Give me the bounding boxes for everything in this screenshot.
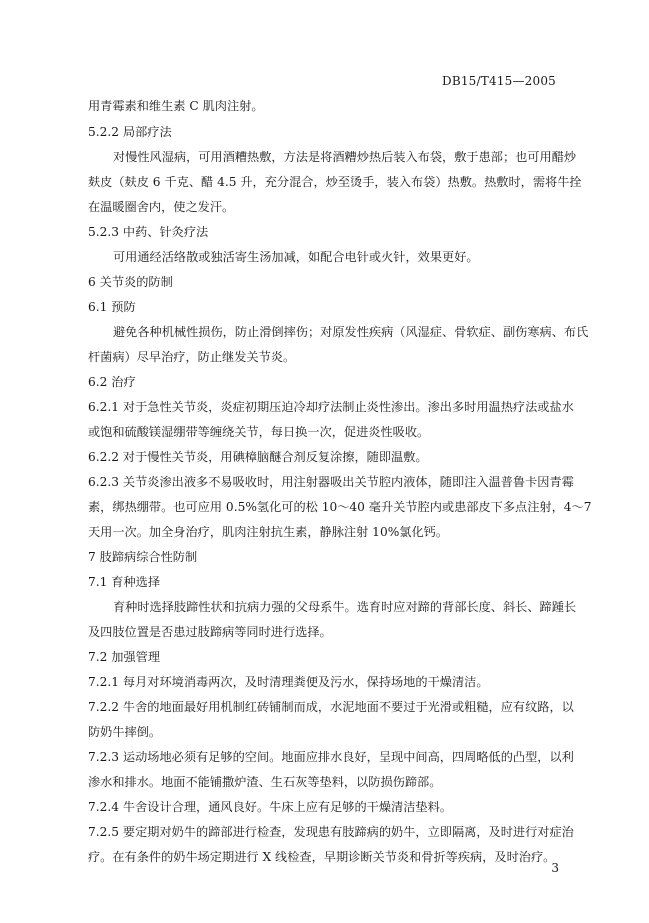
text-line: 素，绑热绷带。也可应用 0.5%氢化可的松 10～40 毫升关节腔内或患部皮下多点注射，4～7	[88, 500, 592, 514]
text-line: 渗水和排水。地面不能铺撒炉渣、生石灰等垫料，以防损伤蹄部。	[88, 775, 442, 789]
text-line: 或饱和硫酸镁湿绷带等缠绕关节，每日换一次，促进炎性吸收。	[88, 425, 430, 439]
text-line: 用青霉素和维生素 C 肌肉注射。	[88, 99, 264, 113]
standard-code: DB15/T415—2005	[442, 74, 556, 88]
text-line: 育种时选择肢蹄性状和抗病力强的父母系牛。选育时应对蹄的背部长度、斜长、蹄踵长	[113, 600, 577, 614]
text-line: 6.2.2 对于慢性关节炎，用碘樟脑醚合剂反复涂擦，随即温敷。	[88, 450, 428, 464]
text-line: 7.2.3 运动场地必须有足够的空间。地面应排水良好，呈现中间高，四周略低的凸型，以利	[88, 750, 574, 764]
text-line: 及四肢位置是否患过肢蹄病等同时进行选择。	[88, 625, 332, 639]
text-line: 可用通经活络散或独活寄生汤加减，如配合电针或火针，效果更好。	[113, 250, 479, 264]
text-line: 7.2.1 每月对环境消毒两次，及时清理粪便及污水，保持场地的干燥清洁。	[88, 675, 489, 689]
chapter-heading: 6 关节炎的防制	[88, 275, 173, 289]
text-line: 天用一次。加全身治疗，肌肉注射抗生素，静脉注射 10%氯化钙。	[88, 525, 449, 539]
text-line: 6.2.3 关节炎渗出液多不易吸收时，用注射器吸出关节腔内液体，随即注入温普鲁卡因青霉	[88, 475, 574, 489]
section-heading: 5.2.3 中药、针灸疗法	[88, 225, 209, 239]
section-heading: 6.2 治疗	[88, 375, 136, 389]
section-heading: 6.1 预防	[88, 300, 136, 314]
text-line: 防奶牛摔倒。	[88, 725, 162, 739]
text-line: 麸皮（麸皮 6 千克、醋 4.5 升，充分混合，炒至烫手，装入布袋）热敷。热敷时，需将牛拴	[88, 175, 582, 189]
section-heading: 7.2 加强管理	[88, 650, 161, 664]
text-line: 6.2.1 对于急性关节炎，炎症初期压迫冷却疗法制止炎性渗出。渗出多时用温热疗法或盐水	[88, 400, 574, 414]
text-line: 避免各种机械性损伤，防止滑倒摔伤；对原发性疾病（风湿症、骨软症、副伤寒病、布氏	[113, 325, 589, 339]
section-heading: 5.2.2 局部疗法	[88, 125, 172, 139]
text-line: 7.2.4 牛舍设计合理，通风良好。牛床上应有足够的干燥清洁垫料。	[88, 800, 452, 814]
text-line: 7.2.5 要定期对奶牛的蹄部进行检查，发现患有肢蹄病的奶牛，立即隔离，及时进行对症治	[88, 825, 574, 839]
text-line: 疗。在有条件的奶牛场定期进行 X 线检查，早期诊断关节炎和骨折等疾病，及时治疗。	[88, 850, 556, 864]
text-line: 对慢性风湿病，可用酒糟热敷，方法是将酒糟炒热后装入布袋，敷于患部；也可用醋炒	[113, 150, 577, 164]
section-heading: 7.1 育种选择	[88, 575, 161, 589]
text-line: 7.2.2 牛舍的地面最好用机制红砖铺制而成，水泥地面不要过于光滑或粗糙，应有纹路，以	[88, 700, 574, 714]
chapter-heading: 7 肢蹄病综合性防制	[88, 550, 198, 564]
text-line: 在温暖圈舍内，使之发汗。	[88, 200, 235, 214]
page-number: 3	[551, 861, 559, 875]
text-line: 杆菌病）尽早治疗，防止继发关节炎。	[88, 350, 296, 364]
